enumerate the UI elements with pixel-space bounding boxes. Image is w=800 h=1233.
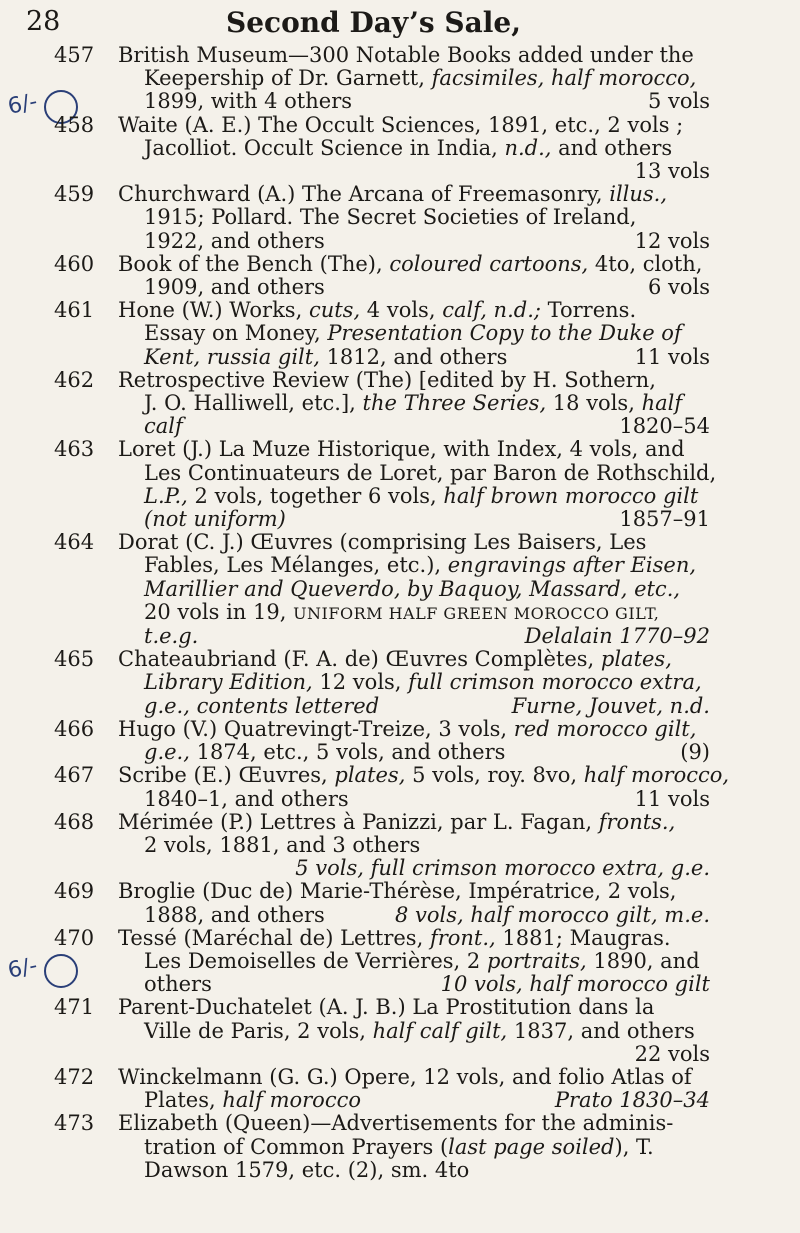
lot-text-segment: half morocco, [583, 763, 730, 788]
lot-line [118, 718, 710, 741]
lot-text [144, 671, 702, 694]
lot-text [144, 276, 325, 299]
lot-volumes: 12 vols [634, 228, 710, 253]
lot-line [118, 578, 710, 601]
lot-line [118, 183, 710, 206]
lot-text-segment: 20 vols in 19, [144, 599, 294, 624]
lot-text [144, 67, 696, 90]
lot-line [118, 1043, 710, 1066]
lot-text-segment: last page soiled [448, 1134, 615, 1159]
lot-volumes: 1820–54 [619, 414, 710, 439]
lot-text [144, 1089, 361, 1112]
lot-text-segment: front., [429, 925, 496, 950]
lot-text-segment: 1922, and others [144, 228, 325, 253]
lot-text-segment: UNIFORM HALF GREEN MOROCCO GILT, [293, 603, 660, 623]
lot-text-segment: Library Edition, [144, 670, 313, 695]
lot-text-segment: g.e., contents lettered [144, 693, 380, 718]
lot-text-segment: British Museum—300 Notable Books added under the [118, 43, 694, 67]
lot-volumes: Furne, Jouvet, n.d. [511, 693, 710, 718]
lot-text [144, 695, 379, 718]
lot-number: 464 [54, 530, 95, 555]
lot-line [118, 1089, 710, 1112]
lot-line [118, 276, 710, 299]
lot-number: 473 [54, 1111, 95, 1136]
lot-text-segment: the Three Series, [362, 391, 547, 416]
lot-line [118, 369, 710, 392]
lot-text [144, 1020, 695, 1043]
lot-text-segment: half [641, 391, 683, 416]
lot-number: 458 [54, 112, 95, 137]
lot-text-segment: plates, [334, 763, 406, 788]
lot-text [144, 392, 682, 415]
lot-text [144, 206, 636, 229]
lot-entry [0, 718, 710, 764]
lot-text [118, 299, 636, 322]
lot-volumes: Prato 1830–34 [554, 1088, 710, 1113]
lot-text-segment: Loret (J.) La Muze Historique, with Index, 4 vols, and [118, 437, 685, 462]
lot-volumes: 11 vols [634, 786, 710, 811]
lot-text-segment: L.P., [144, 483, 188, 508]
lot-text [144, 741, 505, 764]
lot-text-segment: half brown morocco gilt [443, 483, 699, 508]
lot-text-segment: Chateaubriand (F. A. de) Œuvres Complètes, [118, 647, 601, 672]
lot-text-segment: Winckelmann (G. G.) Opere, 12 vols, and folio Atlas of [118, 1064, 692, 1089]
lot-entry [0, 299, 710, 369]
lot-line [118, 137, 710, 160]
lot-entry [0, 1112, 710, 1182]
lot-entry [0, 648, 710, 718]
lot-text-segment: Scribe (E.) Œuvres, [118, 763, 335, 788]
lot-line [118, 67, 710, 90]
page-header [0, 4, 800, 40]
lot-text-segment: Presentation Copy to the Duke of [327, 321, 682, 346]
lot-line [118, 927, 710, 950]
lot-text [118, 44, 694, 67]
lot-text-segment: Book of the Bench (The), [118, 251, 390, 276]
lot-line [118, 415, 710, 438]
lot-entry [0, 114, 710, 184]
lot-text-segment: Essay on Money, [144, 321, 328, 346]
lot-text [144, 601, 659, 625]
lot-text [144, 415, 183, 438]
lot-line [118, 973, 710, 996]
running-title: Second Day’s Sale, [226, 6, 521, 39]
lot-line [118, 741, 710, 764]
lot-text-segment: half morocco [222, 1088, 361, 1113]
lot-text-segment: plates, [600, 647, 672, 672]
lot-number: 459 [54, 182, 95, 207]
lot-text [118, 438, 685, 461]
lot-volumes: Delalain 1770–92 [524, 624, 710, 649]
lot-line [118, 160, 710, 183]
lot-text-segment: 1915; Pollard. The Secret Societies of Ireland, [144, 205, 637, 230]
page-number: 28 [26, 6, 61, 37]
lot-text [144, 230, 325, 253]
lot-text [118, 369, 656, 392]
lot-entry [0, 183, 710, 253]
lot-volumes: 11 vols [634, 344, 710, 369]
lot-text-segment: Jacolliot. Occult Science in India, [144, 135, 505, 160]
lot-line [118, 834, 710, 857]
lot-line [118, 554, 710, 577]
lot-line [118, 253, 710, 276]
lot-text-segment: Elizabeth (Queen)—Advertisements for the adminis- [118, 1111, 674, 1136]
lot-text [144, 554, 696, 577]
lot-text-segment: 2 vols, together 6 vols, [187, 483, 444, 508]
lot-text-segment: 1812, and others [319, 344, 508, 369]
lot-text [118, 648, 672, 671]
lot-text-segment: coloured cartoons, [389, 251, 589, 276]
lot-line [118, 671, 710, 694]
lot-text [118, 764, 729, 787]
lot-line [118, 788, 710, 811]
lot-text [118, 1066, 692, 1089]
lot-line [118, 857, 710, 880]
lot-text-segment: Hugo (V.) Quatrevingt-Treize, 3 vols, [118, 716, 514, 741]
lot-text-segment: 18 vols, [546, 391, 642, 416]
lot-text-segment: 1899, with 4 others [144, 89, 353, 114]
annotation-note-458: 6/- [5, 89, 40, 120]
lot-text-segment: facsimiles, half morocco, [431, 66, 697, 91]
lot-number: 470 [54, 925, 95, 950]
lot-text-segment: 4to, cloth, [588, 251, 703, 276]
lot-text-segment: Hone (W.) Works, [118, 298, 309, 323]
lot-text-segment: 1888, and others [144, 902, 325, 927]
lot-text-segment: 2 vols, 1881, and 3 others [144, 832, 421, 857]
lot-line [118, 904, 710, 927]
lot-text-segment: g.e., [144, 740, 190, 765]
lot-text-segment: half calf gilt, [372, 1018, 508, 1043]
lot-text-segment: Ville de Paris, 2 vols, [144, 1018, 373, 1043]
lot-text-segment: Les Demoiselles de Verrières, 2 [144, 948, 487, 973]
lot-text-segment: Tessé (Maréchal de) Lettres, [118, 925, 430, 950]
lot-entry [0, 927, 710, 997]
lot-text-segment: 1909, and others [144, 275, 325, 300]
lot-entry [0, 763, 730, 811]
lot-line [118, 90, 710, 113]
lot-text-segment: Fables, Les Mélanges, etc.), [144, 553, 448, 578]
lot-text-segment: ), T. [614, 1134, 654, 1159]
lot-line [118, 625, 710, 648]
lot-text [144, 904, 325, 927]
lot-line [118, 114, 710, 137]
lot-text [118, 996, 654, 1019]
lot-text [118, 531, 646, 554]
lot-text-segment: Retrospective Review (The) [edited by H. Sothern, [118, 367, 656, 392]
lot-number: 469 [54, 879, 95, 904]
lot-entry [0, 531, 710, 648]
lot-number: 463 [54, 437, 95, 462]
lot-line [118, 1159, 710, 1182]
lot-volumes: 10 vols, half morocco gilt [440, 972, 710, 997]
lot-line [118, 695, 710, 718]
lot-number: 467 [54, 763, 95, 788]
lot-text-segment: 1837, and others [507, 1018, 695, 1043]
lot-text-segment: Broglie (Duc de) Marie-Thérèse, Impératrice, 2 vols, [118, 879, 677, 904]
lot-text [144, 1159, 469, 1182]
lot-line [118, 322, 710, 345]
lot-text-segment: J. O. Halliwell, etc.], [144, 391, 363, 416]
lot-text [144, 485, 698, 508]
lot-text-segment: 1840–1, and others [144, 786, 349, 811]
lot-entry [0, 1066, 710, 1112]
lot-text [118, 114, 683, 137]
lot-text-segment: Plates, [144, 1088, 223, 1113]
lot-line [118, 485, 710, 508]
lot-entry [0, 437, 717, 532]
lot-line [118, 44, 710, 67]
lot-text-segment: Torrens. [540, 298, 637, 323]
lot-volumes: 22 vols [634, 1041, 710, 1066]
lot-line [118, 299, 710, 322]
lot-text [144, 346, 507, 369]
lot-line [118, 438, 710, 461]
lot-line [118, 1112, 710, 1135]
lot-number: 466 [54, 716, 95, 741]
lot-text-segment: 4 vols, [360, 298, 443, 323]
lot-text [144, 973, 212, 996]
lot-text [144, 950, 700, 973]
lot-text-segment: Dorat (C. J.) Œuvres (comprising Les Baisers, Les [118, 530, 647, 555]
lot-text-segment: Marillier and Queverdo, by Baquoy, Massard, etc., [144, 576, 681, 601]
lot-line [118, 1136, 710, 1159]
lot-text-segment: full crimson morocco extra, [408, 670, 702, 695]
lot-text-segment: Dawson 1579, etc. (2), sm. 4to [144, 1157, 470, 1182]
lot-text-segment: Kent, russia gilt, [144, 344, 320, 369]
lot-text [144, 508, 286, 531]
lot-text-segment: (not uniform) [144, 507, 286, 532]
lot-number: 468 [54, 809, 95, 834]
lot-line [118, 392, 710, 415]
lot-number: 462 [54, 367, 95, 392]
lot-text-segment: Les Continuateurs de Loret, par Baron de Rothschild, [144, 460, 717, 485]
lot-volumes: 13 vols [634, 159, 710, 184]
lot-text-segment: n.d., [504, 135, 552, 160]
lot-volumes: 5 vols [647, 89, 710, 114]
lot-text-segment: 5 vols, roy. 8vo, [405, 763, 584, 788]
lot-text-segment: 1874, etc., 5 vols, and others [189, 740, 506, 765]
lot-text-segment: calf, n.d.; [442, 298, 541, 323]
lot-line [118, 648, 710, 671]
lot-number: 471 [54, 995, 95, 1020]
lot-volumes: (9) [680, 740, 710, 765]
lot-volumes: 5 vols, full crimson morocco extra, g.e. [295, 856, 710, 881]
lot-volumes: 6 vols [647, 275, 710, 300]
lot-text-segment: engravings after Eisen, [447, 553, 697, 578]
lot-text-segment: Parent-Duchatelet (A. J. B.) La Prostitution dans la [118, 995, 655, 1020]
lot-text [144, 625, 198, 648]
lot-text [144, 322, 682, 345]
lot-text [118, 253, 702, 276]
lot-text-segment: Churchward (A.) The Arcana of Freemasonry, [118, 182, 610, 207]
lot-list [0, 44, 800, 1182]
lot-line [118, 601, 710, 625]
lot-text-segment: others [144, 972, 212, 997]
lot-text-segment: Keepership of Dr. Garnett, [144, 66, 432, 91]
lot-entry [0, 44, 710, 114]
lot-text-segment: Waite (A. E.) The Occult Sciences, 1891, etc., 2 vols ; [118, 112, 684, 137]
lot-entry [0, 880, 710, 926]
lot-line [118, 1020, 710, 1043]
lot-text [144, 578, 680, 601]
lot-entry [0, 996, 710, 1066]
lot-text [118, 880, 676, 903]
lot-text-segment: t.e.g. [144, 624, 199, 649]
lot-line [118, 230, 710, 253]
lot-line [118, 531, 710, 554]
lot-text-segment: 12 vols, [312, 670, 409, 695]
lot-volumes: 8 vols, half morocco gilt, m.e. [394, 902, 710, 927]
lot-text-segment: 1890, and [586, 948, 700, 973]
lot-number: 472 [54, 1064, 95, 1089]
lot-line [118, 346, 710, 369]
lot-text-segment: and others [551, 135, 673, 160]
lot-text-segment: tration of Common Prayers ( [144, 1134, 449, 1159]
lot-text-segment: Mérimée (P.) Lettres à Panizzi, par L. Fagan, [118, 809, 599, 834]
lot-line [118, 460, 717, 485]
annotation-note-465: 6/- [5, 953, 40, 984]
lot-text-segment: calf [144, 414, 183, 439]
lot-text-segment: red morocco gilt, [513, 716, 697, 741]
lot-text [118, 183, 667, 206]
lot-line [118, 206, 710, 229]
lot-text-segment: portraits, [486, 948, 587, 973]
lot-volumes: 1857–91 [619, 507, 710, 532]
lot-text [144, 90, 352, 113]
lot-line [118, 811, 710, 834]
lot-text [118, 1112, 673, 1135]
lot-text [144, 137, 672, 160]
lot-entry [0, 253, 710, 299]
lot-text-segment: 1881; Maugras. [495, 925, 671, 950]
lot-number: 457 [54, 43, 95, 67]
lot-text [144, 1136, 654, 1159]
lot-text [144, 834, 420, 857]
lot-text [144, 462, 716, 485]
lot-text [118, 718, 696, 741]
lot-number: 460 [54, 251, 95, 276]
lot-entry [0, 811, 710, 881]
lot-line [118, 996, 710, 1019]
lot-entry [0, 369, 710, 439]
lot-text [118, 811, 675, 834]
lot-line [118, 763, 730, 788]
lot-line [118, 950, 710, 973]
lot-text [144, 788, 349, 811]
lot-text-segment: cuts, [308, 298, 361, 323]
lot-text-segment: illus., [609, 182, 668, 207]
lot-number: 465 [54, 647, 95, 672]
lot-line [118, 1066, 710, 1089]
lot-number: 461 [54, 298, 95, 323]
lot-line [118, 880, 710, 903]
lot-line [118, 508, 710, 531]
lot-text [118, 927, 671, 950]
lot-text-segment: fronts., [598, 809, 676, 834]
